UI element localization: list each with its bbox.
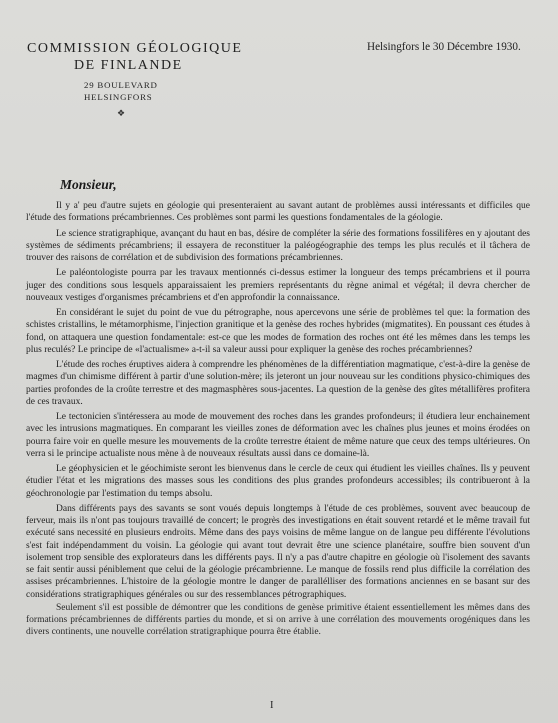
salutation: Monsieur, <box>60 177 117 192</box>
letter-body <box>26 200 530 642</box>
org-name-line2: DE FINLANDE <box>74 58 183 73</box>
paragraph: Dans différents pays des savants se sont voués depuis longtemps à l'étude de ces problèmes, souvent avec beaucoup de ferveur, mais ils n'ont pas toujours travaillé de concert; le progrès des investigations en était souvent retardé et le même travail fut exécuté sans necessité en plusieurs endroits. Même dans des pays voisins de même langue on de langue peu différente l'évolutions s'est fait indépendamment du voisin. La géologie qui avant tout devrait être une science planétaire, souffre bien souvent d'un isolement trop sensible des explorateurs dans les différents pays. Il n'y a pas d'autre chapitre en géologie où l'isolement des savants se fait sentir aussi péniblement que celui de la géologie précambrienne. Le manque de fossils rend plus difficile la corrélation des assises précambriennes. L'histoire de la géologie montre le danger de parallélliser des formations anciennes en se basant sur des considérations stratigraphiques générales ou sur des ressemblances pétrographiques. <box>26 503 530 600</box>
letter-date: Helsingfors le 30 Décembre 1930. <box>367 41 521 53</box>
paragraph: Le géophysicien et le géochimiste seront les bienvenus dans le cercle de ceux qui étudient les vieilles chaînes. Ils y peuvent étudier l'état et les migrations des masses sous les conditions des plus grandes profondeurs accessibles; ils contribueront à la géochronologie par l'estimation du temps absolu. <box>26 464 530 499</box>
address-line1: 29 BOULEVARD <box>84 80 158 90</box>
paragraph: L'étude des roches éruptives aidera à comprendre les phénomènes de la différentiation magmatique, c'est-à-dire la genèse de magmes d'un chimisme différent à partir d'une solution-mère; ils jeteront un jour nouveau sur les conditions physico-chimiques des parties profondes de la croûte terrestre et des magmasphères sous-jacentes. La question de la genèse des gîtes métallifères profitera de ces travaux. <box>26 360 530 407</box>
address-line2: HELSINGFORS <box>84 92 153 102</box>
paragraph: Le tectonicien s'intéressera au mode de mouvement des roches dans les grandes profondeurs; il étudiera leur enchainement avec les intrusions magmatiques. En comparant les vieilles zones de déformation avec les chaînes plus jeunes et moins érodées on pourra faire voir en quelle mesure les mouvements de la croûte terrestre étaient de même nature que ceux des temps ultérieures. On verra si le principe actualiste nous mène à de nouveaux résultats aussi dans ce domaine-là. <box>26 412 530 459</box>
org-name-line1: COMMISSION GÉOLOGIQUE <box>27 41 243 56</box>
paragraph: En considérant le sujet du point de vue du pétrographe, nous apercevons une série de problèmes tel que: la formation des schistes cristallins, le métamorphisme, l'injection granitique et la genèse des roches hybrides (migmatites). En poussant ces études à fond, on attaquera une question fondamentale: est-ce que les modes de formation des roches ont été les mêmes dans les temps les plus reculés? Le principe de «l'actualisme» a-t-il sa valeur aussi pour expliquer la genèse des roches précambriennes? <box>26 308 530 355</box>
paragraph: Le science stratigraphique, avançant du haut en bas, désire de compléter la série des formations fossilifères en y ajoutant des systèmes de sédiments précambriens; il essayera de reconstituer la paléogéographie des temps les plus reculés et il tâchera de trouver des raisons de corrélation et de subdivision des formations précambriennes. <box>26 228 530 263</box>
paragraph: Il y a' peu d'autre sujets en géologie qui presenteraient au savant autant de problèmes aussi intéressants et difficiles que l'étude des formations précambriennes. Ces problèmes sont parmi les questions fondamentales de la géologie. <box>26 201 530 224</box>
paragraph: Le paléontologiste pourra par les travaux mentionnés ci-dessus estimer la longueur des temps précambriens et il pourra juger des conditions sous lesquels apparaissaient les premiers représentants du règne animal et végétal; il devra chercher de nouveaux vestiges d'organismes précambriens et d'en approfondir la connaissance. <box>26 268 530 303</box>
page-number: I <box>270 700 274 711</box>
paragraph: Seulement s'il est possible de démontrer que les conditions de genèse primitive étaient essentiellement les mêmes dans des formations précambriennes de différents parties du monde, et si on arrive à une corrélation des mouvements orogéniques dans les divers continents, une nouvelle corrélation stratigraphique pourra être établie. <box>26 602 530 638</box>
ornament-icon: ❖ <box>117 108 126 118</box>
